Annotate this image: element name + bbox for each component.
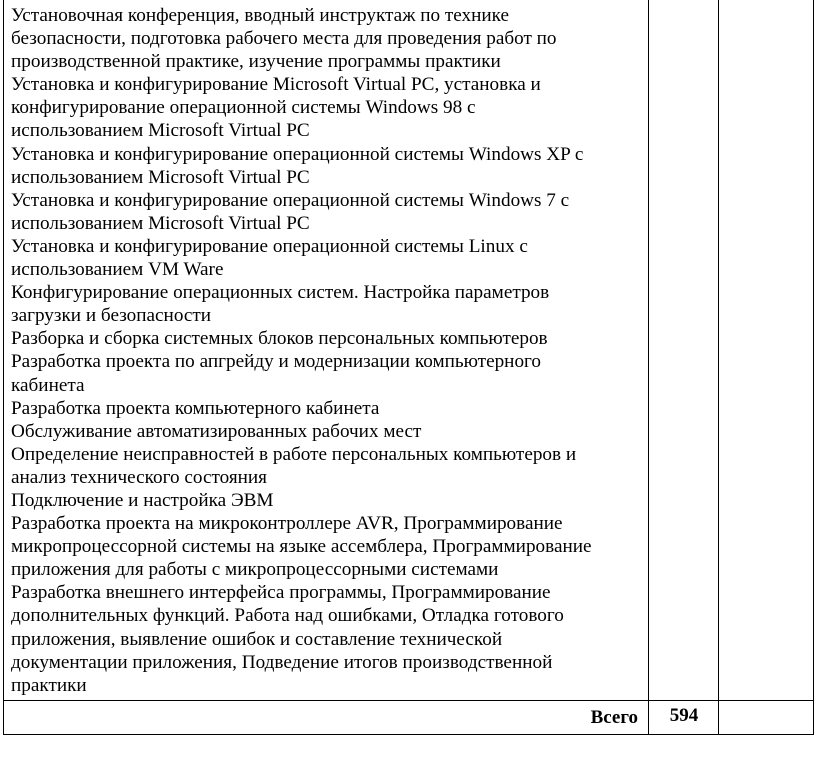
topic-line: Разработка проекта на микроконтроллере AVR, Программирование <box>11 513 563 535</box>
topic-line: Установка и конфигурирование Microsoft Virtual PC, установка и <box>11 74 541 96</box>
table-border-left <box>3 0 4 735</box>
topic-line: документации приложения, Подведение итогов производственной <box>11 651 553 673</box>
topic-line: дополнительных функций. Работа над ошибками, Отладка готового <box>11 605 564 627</box>
topic-line: Разработка проекта по апгрейду и модернизации компьютерного <box>11 351 542 373</box>
topic-line: использованием Microsoft Virtual PC <box>11 212 310 234</box>
topic-line: микропроцессорной системы на языке ассемблера, Программирование <box>11 536 592 558</box>
table-border-bottom <box>3 734 814 735</box>
topic-line: Разработка внешнего интерфейса программы, Программирование <box>11 582 551 604</box>
topic-line: Установка и конфигурирование операционной системы Windows XP с <box>11 143 584 165</box>
topic-line: Установочная конференция, вводный инструктаж по технике <box>11 5 510 26</box>
column-divider-1 <box>648 0 649 735</box>
topic-line: Подключение и настройка ЭВМ <box>11 489 274 511</box>
topic-line: безопасности, подготовка рабочего места для проведения работ по <box>11 28 557 50</box>
topics-cell <box>11 4 641 697</box>
topic-line: загрузки и безопасности <box>11 305 212 327</box>
topic-line: конфигурирование операционной системы Windows 98 с <box>11 97 476 119</box>
topic-line: Обслуживание автоматизированных рабочих мест <box>11 420 422 442</box>
row-divider-total <box>3 700 814 701</box>
topic-line: Установка и конфигурирование операционной системы Windows 7 с <box>11 189 570 211</box>
topic-line: Определение неисправностей в работе персональных компьютеров и <box>11 443 577 465</box>
topic-line: приложения для работы с микропроцессорными системами <box>11 559 499 581</box>
topic-line: Конфигурирование операционных систем. Настройка параметров <box>11 282 550 304</box>
total-value: 594 <box>669 705 699 726</box>
topic-line: производственной практике, изучение программы практики <box>11 51 501 73</box>
total-label: Всего <box>590 707 638 728</box>
topic-line: использованием Microsoft Virtual PC <box>11 166 310 188</box>
topic-line: использованием Microsoft Virtual PC <box>11 120 310 142</box>
topic-line: Установка и конфигурирование операционной системы Linux с <box>11 235 528 257</box>
topic-line: практики <box>11 674 87 696</box>
topic-line: Разработка проекта компьютерного кабинета <box>11 397 380 419</box>
column-divider-2 <box>718 0 719 735</box>
topic-line: Разборка и сборка системных блоков персональных компьютеров <box>11 328 548 350</box>
topic-line: использованием VM Ware <box>11 259 224 281</box>
topic-line: кабинета <box>11 374 85 396</box>
topic-line: анализ технического состояния <box>11 466 268 488</box>
table-border-right <box>813 0 814 735</box>
topic-line: приложения, выявление ошибок и составление технической <box>11 628 503 650</box>
